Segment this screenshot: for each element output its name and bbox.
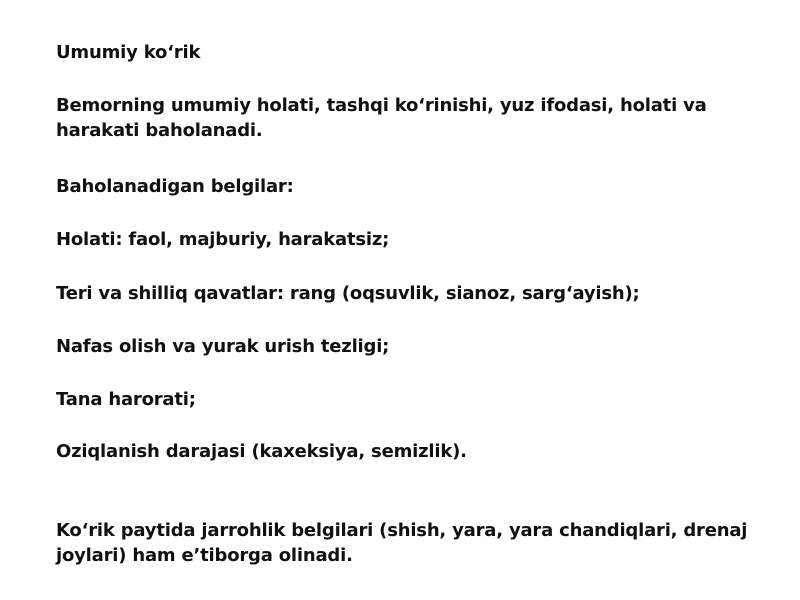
criteria-item: Teri va shilliq qavatlar: rang (oqsuvlik, sianoz, sarg‘ayish); xyxy=(56,283,640,304)
intro-paragraph: Bemorning umumiy holati, tashqi ko‘rinishi, yuz ifodasi, holati va harakati baholanadi. xyxy=(56,95,707,141)
criteria-item: Nafas olish va yurak urish tezligi; xyxy=(56,336,390,357)
criteria-item: Tana harorati; xyxy=(56,389,196,410)
document-title: Umumiy ko‘rik xyxy=(56,42,201,63)
criteria-item: Holati: faol, majburiy, harakatsiz; xyxy=(56,229,390,250)
criteria-item: Oziqlanish darajasi (kaxeksiya, semizlik). xyxy=(56,441,467,462)
note-paragraph: Ko‘rik paytida jarrohlik belgilari (shish, yara, yara chandiqlari, drenaj joylari) ham e’tiborga olinadi. xyxy=(56,520,748,566)
criteria-heading: Baholanadigan belgilar: xyxy=(56,176,294,197)
